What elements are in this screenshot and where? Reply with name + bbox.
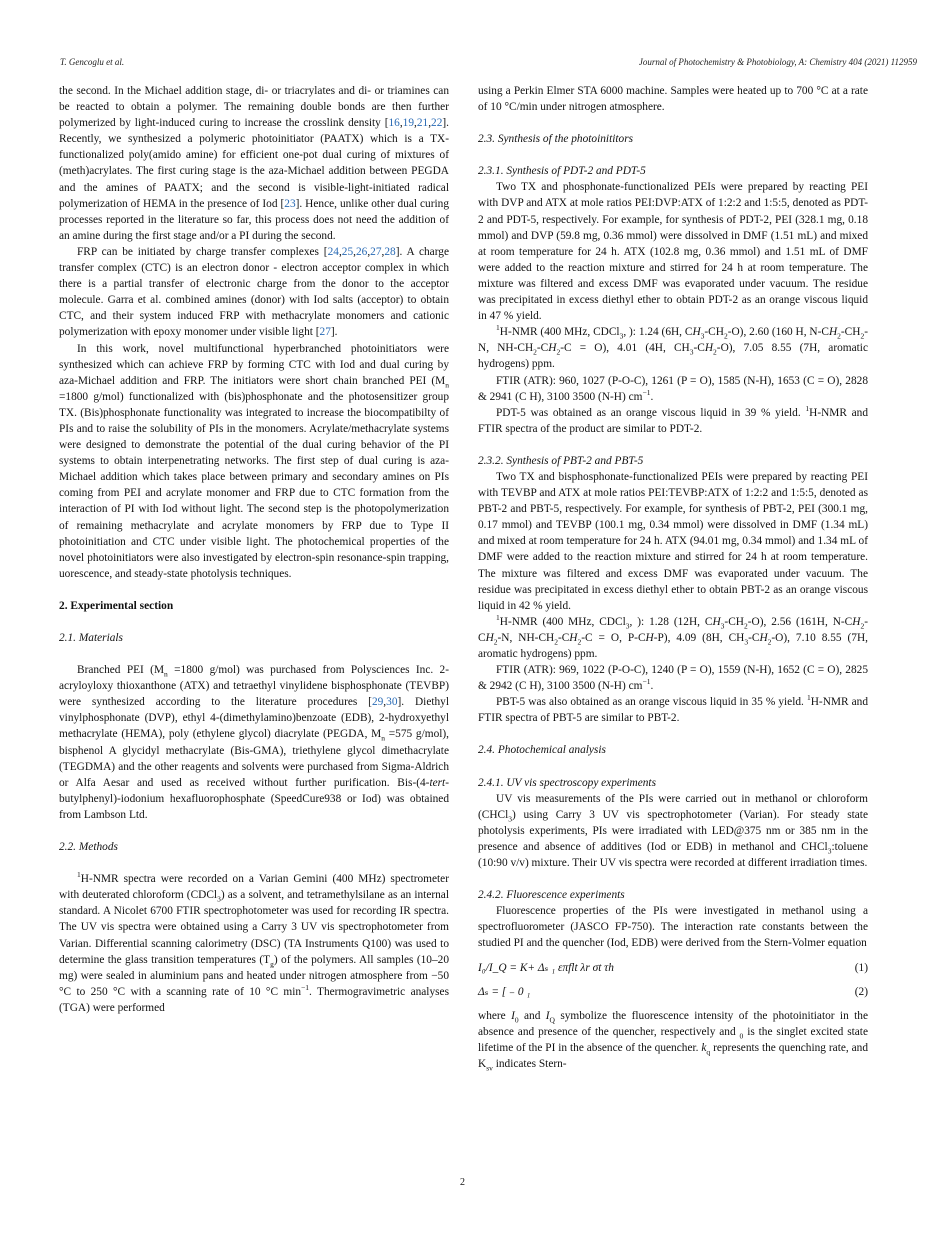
methods-continued-paragraph: using a Perkin Elmer STA 6000 machine. Samples were heated up to 700 °C at a rate of 10 °C/min under nitrogen atmosphere. xyxy=(478,85,868,114)
methods-paragraph: $^1$H-NMR spectra were recorded on a Varian Gemini (400 MHz) spectrometer with deuterated chloroform (CDCl$_3$) as a solvent, and tetramethylsilane as an internal standard. A Nicolet 6700 FTIR spectrophotometer was used for recording IR spectra. The UV vis spectra were obtained using a Carry 3 UV vis spectrophotometer from Varian. Differential scanning calorimetry (DSC) (TA Instruments Q100) was used to determine the glass transition temperatures $(T_g)$ of the polymers. All samples (10–20 mg) were sealed in aluminium pans and heated under nitrogen atmosphere from −50 °C to 250 °C with a scanning rate of 10 °C $\min^{-1}$. Thermogravimetric analyses (TGA) were performed xyxy=(59,870,449,1014)
citation[interactable]: 27 xyxy=(319,326,331,339)
uvvis-paragraph: UV vis measurements of the PIs were carried out in methanol or chloroform (CHCl$_3$) using Carry 3 UV vis spectrophotometer (Varian). For steady state photolysis experiments, PIs were irradiated with LED@375 nm or 385 nm in the presence and absence of additives (Iod or EDB) in methanol and CHCl$_3$:toluene (10:90 v/v) mixture. Their UV vis spectra were recorded at different irradiation times. xyxy=(478,792,868,870)
subsection-heading-synthesis: 2.3. Synthesis of the photoinititors xyxy=(478,133,634,146)
subsubsection-heading-uvvis: 2.4.1. UV vis spectroscopy experiments xyxy=(478,776,656,789)
running-header-journal: Journal of Photochemistry & Photobiology, A: Chemistry 404 (2021) 112959 xyxy=(638,57,917,67)
section-heading-experimental: 2. Experimental section xyxy=(59,599,174,612)
citation[interactable]: 21 xyxy=(416,117,429,130)
pbt-synthesis-paragraph: Two TX and bisphosphonate-functionalized PEIs were prepared by reacting PEI with TEVBP and ATX at mole ratios PEI:TEVBP:ATX of 1:2:2 and 1:5:5, denoted as PBT-2 and PBT-5, respectively. For example, for synthesis of PBT-2, PEI (300.1 mg, 0.17 mmol) and TEVBP (100.1 mg, 0.34 mmol) were dissolved in DMF (1.34 mL) and mixed at room temperature for 24 h. ATX (94.01 mg, 0.34 mmol) and 1.34 mL of DMF were added to the reaction mixture and stirred for 24 h at room temperature. The mixture was filtered and excess DMF was evaporated under vacuum. The residue was precipitated in excess diethyl ether to obtain PBT-2 as an orange viscous liquid in 42 % yield. xyxy=(478,470,868,612)
citation[interactable]: 24 xyxy=(327,245,339,258)
citation[interactable]: 16 xyxy=(388,117,400,130)
fluorescence-paragraph: Fluorescence properties of the PIs were investigated in methanol using a spectrofluorometer (JASCO FP-750). The interaction rate constants between the studied PI and the quencher (Iod, EDB) were derived from the Stern-Volmer equation xyxy=(478,905,868,950)
pdt-synthesis-paragraph: Two TX and phosphonate-functionalized PEIs were prepared by reacting PEI with DVP and ATX at mole ratios PEI:DVP:ATX of 1:2:2 and 1:5:5, denoted as PDT-2 and PDT-5, respectively. For example, for synthesis of PDT-2, PEI (328.1 mg, 0.18 mmol) and DVP (59.8 mg, 0.36 mmol) were dissolved in DMF (1.51 mL) and mixed at room temperature for 24 h. ATX (102.8 mg, 0.36 mmol) and 1.51 mL of DMF were added to the reaction mixture and stirred for 24 h at room temperature. The mixture was filtered and excess DMF was evaporated under vacuum. The residue was precipitated in excess diethyl ether to obtain PDT-2 as an orange viscous liquid in 47 % yield. xyxy=(478,181,868,323)
citation[interactable]: 27 xyxy=(370,245,382,258)
materials-paragraph: Branched PEI ($M_n =1800$ g/mol) was purchased from Polysciences Inc. 2-acryloyloxy thioxanthone (ATX) and tetraethyl vinylidene bisphosphonate (TEVBP) were synthesized according to the literature procedures [29,30]. Diethyl vinylphosphonate (DVP), ethyl 4-(dimethylamino)benzoate (EDB), 2-hydroxyethyl methacrylate (HEMA), poly (ethylene glycol) diacrylate (PEGDA, $M_n =575$ g/mol), bisphenol A glycidyl methacrylate (Bis-GMA), triethylene glycol dimethacrylate (TEGDMA) and the other reagents and solvents were purchased from Sigma-Aldrich or Alfa Aesar and used as received without further purification. Bis-(4-tert-butylphenyl)-iodonium hexafluorophosphate (SpeedCure938 or Iod) was obtained from Lambson Ltd. xyxy=(59,664,450,821)
intro-paragraph-1: the second. In the Michael addition stage, di- or triacrylates and di- or triamines can be reacted to obtain a polymer. The remaining double bonds are then further polymerized by light-induced curing to increase the crosslink density [16,19,21,22]. Recently, we synthesized a polymeric photoinitiator (PAATX) which is a TX-functionalized poly(amido amine) for efficient one-pot dual curing of mixtures of (meth)acrylates. The first curing stage is the aza-Michael addition between PEGDA and the amines of PAATX; and the second is visible-light-initiated radical polymerization of HEMA in the presence of Iod [23]. Hence, unlike other dual curing processes reported in the literature so far, this process does not need the addition of an amine during the first stage and/or a PI during the second. xyxy=(59,85,449,242)
subsection-heading-photochemical: 2.4. Photochemical analysis xyxy=(478,744,606,757)
equation-explanation-paragraph: where $I_0$ and $I_Q$ symbolize the fluorescence intensity of the photoinitiator in the absence and presence of the quencher, respectively and $_0$ is the singlet excited state lifetime of the PI in the absence of the quencher. $k_q$ represents the quenching rate, and $K_{sv}$ indicates Stern- xyxy=(478,1009,868,1073)
page-number: 2 xyxy=(460,1177,465,1188)
pdt5-paragraph: PDT-5 was obtained as an orange viscous liquid in 39 % yield. $^1$H-NMR and FTIR spectra of the product are similar to PDT-2. xyxy=(478,403,868,435)
subsection-heading-materials: 2.1. Materials xyxy=(59,632,123,644)
citation[interactable]: 30 xyxy=(386,696,398,709)
subsection-heading-methods: 2.2. Methods xyxy=(59,841,118,854)
citation[interactable]: 25 xyxy=(341,245,354,258)
equation-number: (1) xyxy=(854,961,868,974)
pdt-nmr-paragraph: $^1$H-NMR (400 MHz, CDCl$_3$, ): 1.24 (6H, $CH_3-CH_2-O$), 2.60 (160 H, $N-CH_2-CH_2-N$, $NH-CH_2-CH_2-C = O$), 4.01 (4H, $CH_3-CH_2-O$), 7.05 8.55 (7H, aromatic hydrogens) ppm. xyxy=(478,323,868,371)
equation-2: Δₛ = [ ₋ 0 ₁ (2) xyxy=(478,984,868,1000)
intro-paragraph-3: In this work, novel multifunctional hyperbranched photoinitiators were synthesized which can achieve FRP by forming CTC with Iod and dual curing by aza-Michael addition and FRP. The initiators were short chain branched PEI ($M_n =1800$ g/mol) functionalized with (bis)phosphonate and the photosensitizer group TX. (Bis)phosphonate functionality was integrated to increase the biocompatibilty of PIs and to raise the solubility of PIs in the monomers. Acrylate/methacrylate systems were designed to demonstrate the potential of the dual curing behavior of the PI systems to obtain interpenetrating networks. The first step of dual curing is aza-Michael addition which takes place between primary and secondary amines on PIs coming from PEI and acrylate monomer and FRP due to CTC formation from the interaction of PI with Iod without light. The second step is the photopolymerization of remaining methacrylate and acrylate monomers by FRP due to Type II photoinitiation and CTC under visible light. The photochemical properties of the novel photoinitiators were also investigated by electron-spin resonance-spin trapping, uorescence, and steady-state photolysis techniques. xyxy=(59,342,449,580)
intro-paragraph-2: FRP can be initiated by charge transfer complexes [24,25,26,27,28]. A charge transfer complex (CTC) is an electron donor - electron acceptor complex in which there is a partial transfer of electronic charge from the donor to the acceptor molecule. Garra et al. combined amines (donor) with Iod salts (acceptor) to obtain CTC, and their system induced FRP with methacrylate monomers and cationic polymerization with epoxy monomer under visible light [27]. xyxy=(59,245,449,339)
pdt-ftir-paragraph: FTIR (ATR): 960, 1027 (P-O-C), 1261 (P = O), 1585 (N-H), 1653 (C = O), 2828 & 2941 (C H), 3100 3500 (N-H) $cm^{-1}$. xyxy=(478,374,868,403)
citation[interactable]: 23 xyxy=(284,197,296,210)
citation[interactable]: 28 xyxy=(384,245,396,258)
subsubsection-heading-fluorescence: 2.4.2. Fluorescence experiments xyxy=(478,889,625,902)
pbt-nmr-paragraph: $^1$H-NMR (400 MHz, CDCl$_3$, ): 1.28 (12H, $CH_3-CH_2-O$), 2.56 (161H, $N-CH_2-CH_2-N$, $NH-CH_2-CH_2-C = O$, P-CH-P), 4.09 (8H, $CH_3-CH_2-O$), 7.10 8.55 (7H, aromatic hydrogens) ppm. xyxy=(478,613,868,660)
left-column xyxy=(59,83,449,1016)
subsubsection-heading-pbt: 2.3.2. Synthesis of PBT-2 and PBT-5 xyxy=(478,454,644,467)
citation[interactable]: 29 xyxy=(371,696,384,709)
citation[interactable]: 26 xyxy=(355,245,368,258)
equation-1: I₀/I_Q = K+ Δₛ ₁ επflt λr σt τh (1) xyxy=(478,960,868,976)
running-header-authors: T. Gencoglu et al. xyxy=(60,57,125,67)
right-column xyxy=(478,83,868,1072)
citation[interactable]: 19 xyxy=(402,117,414,130)
subsubsection-heading-pdt: 2.3.1. Synthesis of PDT-2 and PDT-5 xyxy=(478,165,646,178)
equation-number: (2) xyxy=(854,985,868,998)
pbt-ftir-paragraph: FTIR (ATR): 969, 1022 (P-O-C), 1240 (P = O), 1559 (N-H), 1652 (C = O), 2825 & 2942 (C H), 3100 3500 (N-H) $cm^{-1}$. xyxy=(478,664,868,693)
pbt5-paragraph: PBT-5 was also obtained as an orange viscous liquid in 35 % yield. $^1$H-NMR and FTIR spectra of PBT-5 are similar to PBT-2. xyxy=(478,693,868,725)
citation[interactable]: 22 xyxy=(431,117,443,130)
